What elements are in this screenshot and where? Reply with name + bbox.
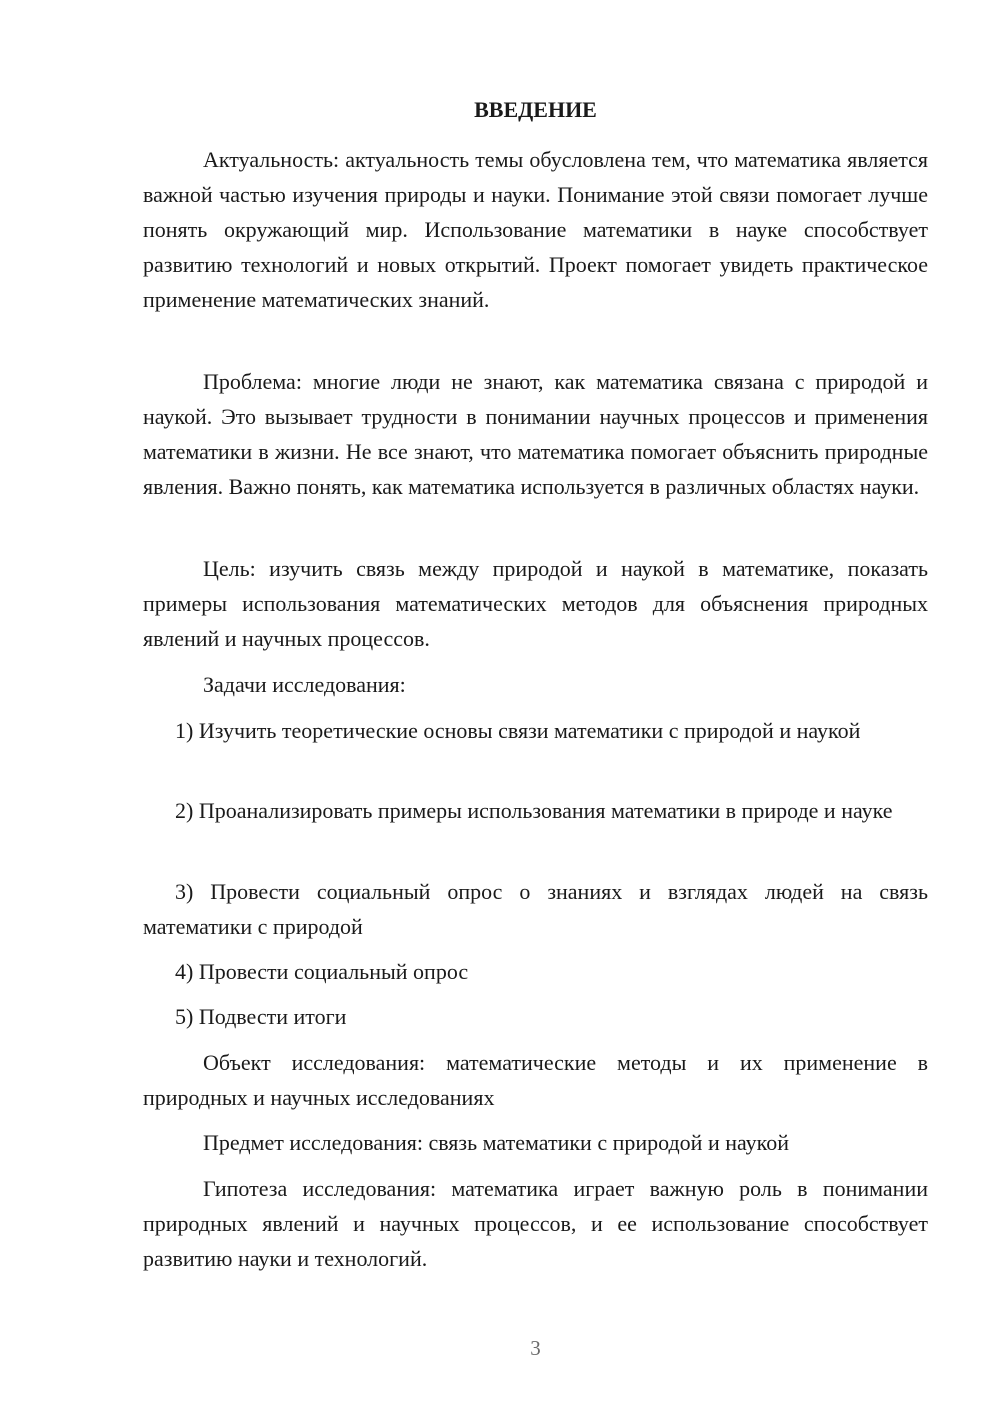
- tasks-heading: Задачи исследования:: [203, 672, 406, 697]
- hypothesis-paragraph: Гипотеза исследования: математика играет важную роль в понимании природных явлений и научных процессов, и ее использование способствует развитию науки и технологий.: [143, 1176, 928, 1271]
- document-page: [143, 0, 928, 1414]
- subject-paragraph: Предмет исследования: связь математики с природой и наукой: [203, 1130, 789, 1155]
- page-number: 3: [530, 1336, 541, 1360]
- task-item-1: 1) Изучить теоретические основы связи математики с природой и наукой: [175, 718, 861, 743]
- goal-paragraph: Цель: изучить связь между природой и наукой в математике, показать примеры использования математических методов для объяснения природных явлений и научных процессов.: [143, 556, 928, 651]
- relevance-paragraph: Актуальность: актуальность темы обусловлена тем, что математика является важной частью изучения природы и науки. Понимание этой связи помогает лучше понять окружающий мир. Использование математики в науке способствует развитию технологий и новых открытий. Проект помогает увидеть практическое применение математических знаний.: [143, 147, 928, 312]
- task-item-4: 4) Провести социальный опрос: [175, 959, 469, 984]
- task-item-3: 3) Провести социальный опрос о знаниях и взглядах людей на связь математики с природой: [143, 879, 928, 939]
- task-item-5: 5) Подвести итоги: [175, 1004, 347, 1029]
- object-paragraph: Объект исследования: математические методы и их применение в природных и научных исследованиях: [143, 1050, 928, 1110]
- page-title: ВВЕДЕНИЕ: [474, 97, 597, 122]
- task-item-2: 2) Проанализировать примеры использования математики в природе и науке: [175, 798, 893, 823]
- problem-paragraph: Проблема: многие люди не знают, как математика связана с природой и наукой. Это вызывает трудности в понимании научных процессов и применения математики в жизни. Не все знают, что математика помогает объяснить природные явления. Важно понять, как математика используется в различных областях науки.: [143, 369, 928, 499]
